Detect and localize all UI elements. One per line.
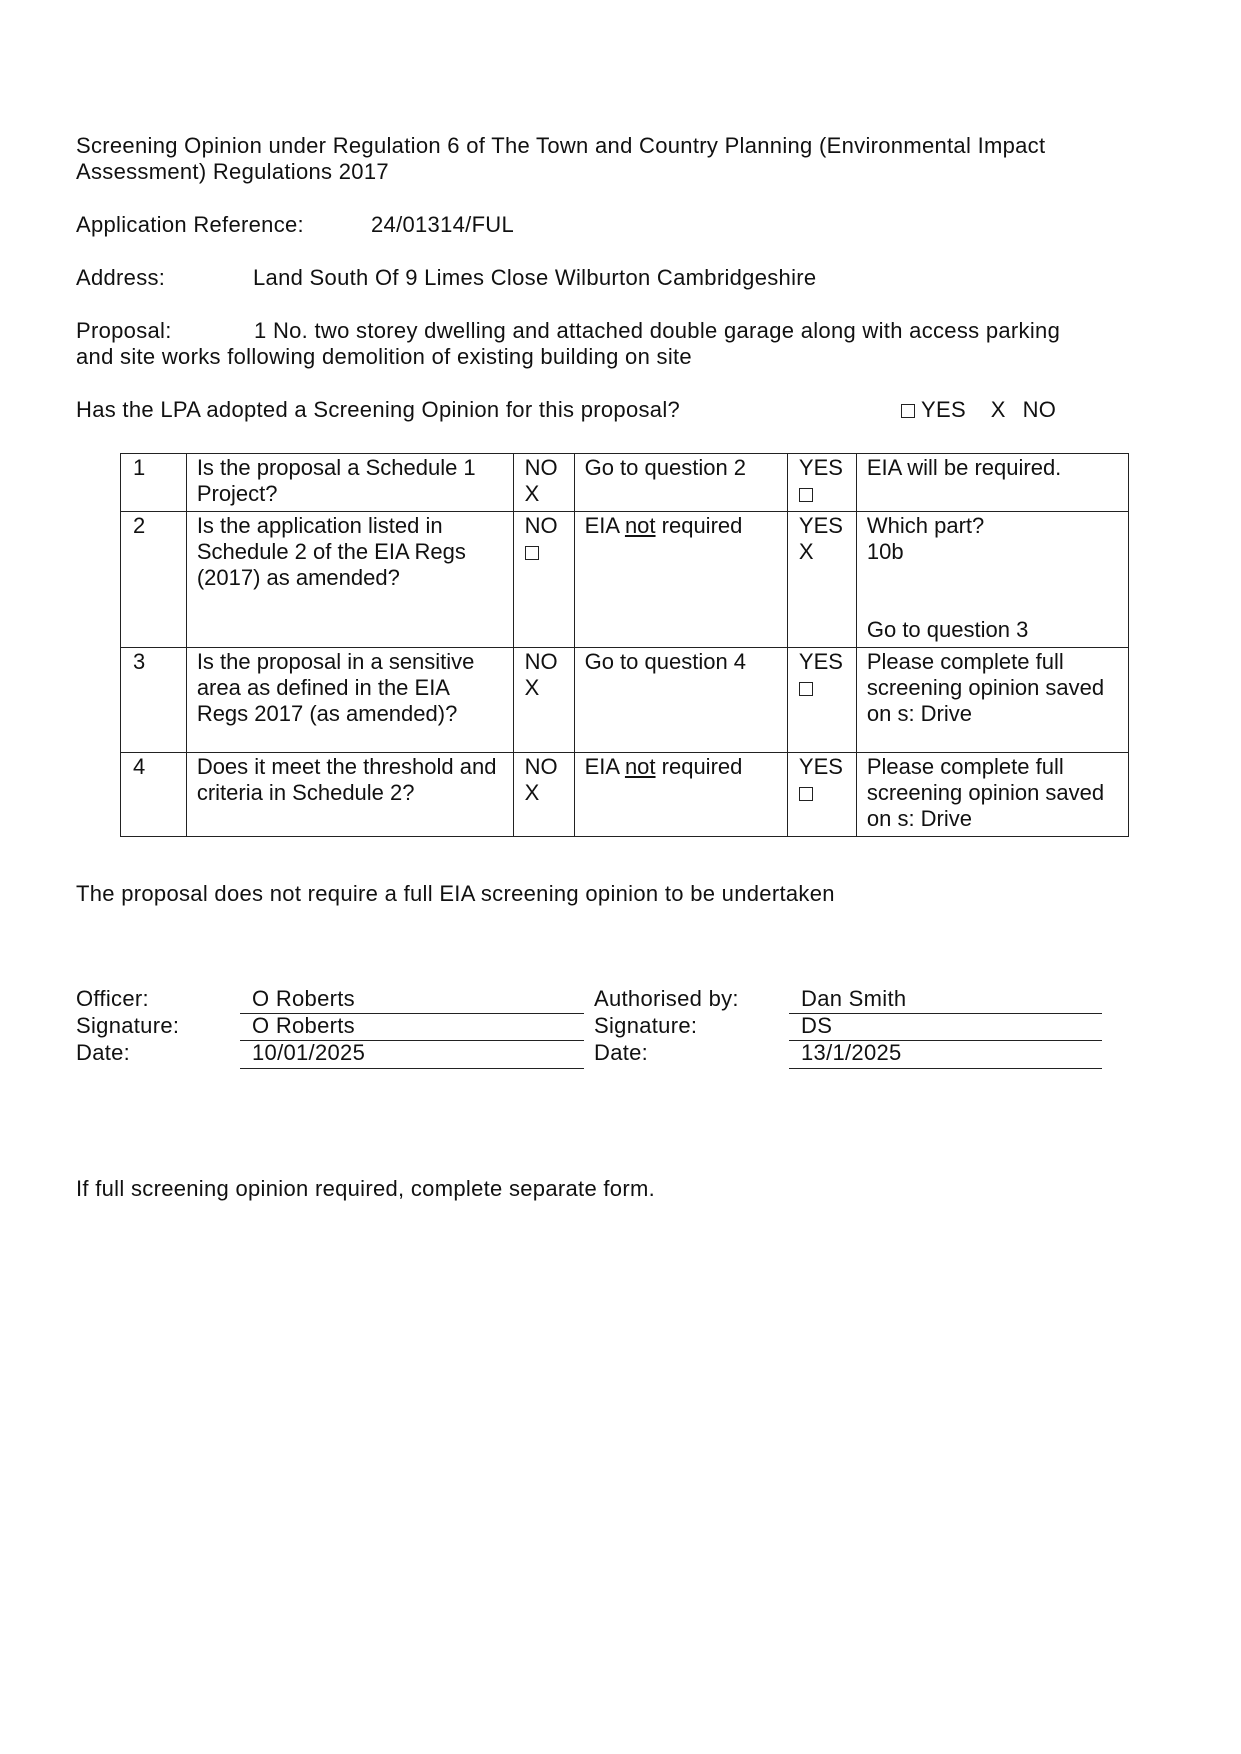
- authoriser-date-line: [789, 1068, 1102, 1069]
- yes-outcome: Please complete full screening opinion saved on s: Drive: [856, 753, 1128, 837]
- no-outcome-text: Go to question 4: [584, 649, 747, 674]
- yes-label: YES: [798, 455, 843, 480]
- lpa-question-text: Has the LPA adopted a Screening Opinion for this proposal?: [76, 397, 681, 422]
- yes-outcome: EIA will be required.: [856, 454, 1128, 512]
- no-answer-cell: [513, 753, 574, 837]
- proposal-label: Proposal:: [76, 318, 172, 343]
- yes-mark: X: [798, 539, 814, 564]
- no-outcome: [574, 648, 787, 753]
- yes-answer-cell: [787, 512, 856, 648]
- address-value: Land South Of 9 Limes Close Wilburton Cambridgeshire: [253, 265, 817, 290]
- conclusion-statement: The proposal does not require a full EIA screening opinion to be undertaken: [76, 881, 835, 906]
- next-question-instruction: Go to question 3: [866, 617, 1029, 642]
- no-mark: X: [524, 481, 540, 506]
- yes-label: YES: [798, 754, 843, 779]
- question-number: 1: [121, 454, 187, 512]
- yes-label: YES: [798, 513, 843, 538]
- yes-checkbox[interactable]: [901, 404, 915, 418]
- yes-checkbox[interactable]: [799, 488, 813, 502]
- authoriser-date-label: Date:: [594, 1040, 649, 1065]
- proposal-text-line-1: 1 No. two storey dwelling and attached double garage along with access parking: [254, 318, 1061, 343]
- no-checkbox[interactable]: [525, 546, 539, 560]
- officer-signature: O Roberts: [252, 1013, 355, 1038]
- authoriser-name-line: [789, 1013, 1102, 1014]
- authorised-by-label: Authorised by:: [594, 986, 739, 1011]
- which-part-value: 10b: [866, 539, 904, 564]
- screening-questions-table: [120, 453, 1129, 837]
- authoriser-date: 13/1/2025: [801, 1040, 902, 1065]
- officer-label: Officer:: [76, 986, 149, 1011]
- application-reference-label: Application Reference:: [76, 212, 304, 237]
- no-label: NO: [524, 649, 558, 674]
- footer-note: If full screening opinion required, complete separate form.: [76, 1176, 656, 1201]
- question-text: Does it meet the threshold and criteria in Schedule 2?: [186, 753, 513, 837]
- no-answer-cell: [513, 454, 574, 512]
- yes-answer-cell: [787, 454, 856, 512]
- question-text: Is the proposal a Schedule 1 Project?: [186, 454, 513, 512]
- document-title-line-1: Screening Opinion under Regulation 6 of The Town and Country Planning (Environmental Impact: [76, 133, 1046, 158]
- authoriser-signature-label: Signature:: [594, 1013, 698, 1038]
- yes-outcome: [856, 512, 1128, 648]
- address-label: Address:: [76, 265, 166, 290]
- no-outcome-suffix: required: [655, 754, 743, 779]
- yes-label: YES: [921, 397, 966, 422]
- no-outcome-emphasis: not: [624, 513, 656, 538]
- no-label: NO: [524, 455, 558, 480]
- no-outcome: [574, 454, 787, 512]
- yes-label: YES: [798, 649, 843, 674]
- yes-checkbox[interactable]: [799, 787, 813, 801]
- officer-name: O Roberts: [252, 986, 355, 1011]
- no-label: NO: [524, 513, 558, 538]
- no-outcome-prefix: EIA: [584, 754, 625, 779]
- table-row: [121, 454, 1129, 512]
- no-outcome-suffix: required: [655, 513, 743, 538]
- no-label: NO: [1022, 397, 1057, 422]
- no-answer-cell: [513, 648, 574, 753]
- table-row: [121, 753, 1129, 837]
- no-answer-cell: [513, 512, 574, 648]
- proposal-text-line-2: and site works following demolition of existing building on site: [76, 344, 692, 369]
- question-number: 2: [121, 512, 187, 648]
- no-mark: X: [990, 397, 1006, 422]
- authoriser-signature: DS: [801, 1013, 833, 1038]
- application-reference-value: 24/01314/FUL: [371, 212, 515, 237]
- officer-signature-label: Signature:: [76, 1013, 180, 1038]
- no-outcome: [574, 753, 787, 837]
- no-outcome-emphasis: not: [624, 754, 656, 779]
- question-number: 4: [121, 753, 187, 837]
- yes-answer-cell: [787, 648, 856, 753]
- officer-date: 10/01/2025: [252, 1040, 366, 1065]
- no-mark: X: [524, 780, 540, 805]
- question-number: 3: [121, 648, 187, 753]
- officer-date-label: Date:: [76, 1040, 131, 1065]
- which-part-label: Which part?: [866, 513, 985, 538]
- lpa-answer: [901, 397, 1056, 423]
- yes-answer-cell: [787, 753, 856, 837]
- question-text: Is the proposal in a sensitive area as defined in the EIA Regs 2017 (as amended)?: [186, 648, 513, 753]
- yes-outcome: Please complete full screening opinion saved on s: Drive: [856, 648, 1128, 753]
- no-outcome: [574, 512, 787, 648]
- no-outcome-text: Go to question 2: [584, 455, 747, 480]
- officer-date-line: [240, 1068, 584, 1069]
- no-mark: X: [524, 675, 540, 700]
- no-label: NO: [524, 754, 558, 779]
- no-outcome-prefix: EIA: [584, 513, 625, 538]
- yes-checkbox[interactable]: [799, 682, 813, 696]
- authoriser-name: Dan Smith: [801, 986, 907, 1011]
- table-row: [121, 648, 1129, 753]
- table-row: [121, 512, 1129, 648]
- question-text: Is the application listed in Schedule 2 of the EIA Regs (2017) as amended?: [186, 512, 513, 648]
- document-title-line-2: Assessment) Regulations 2017: [76, 159, 389, 184]
